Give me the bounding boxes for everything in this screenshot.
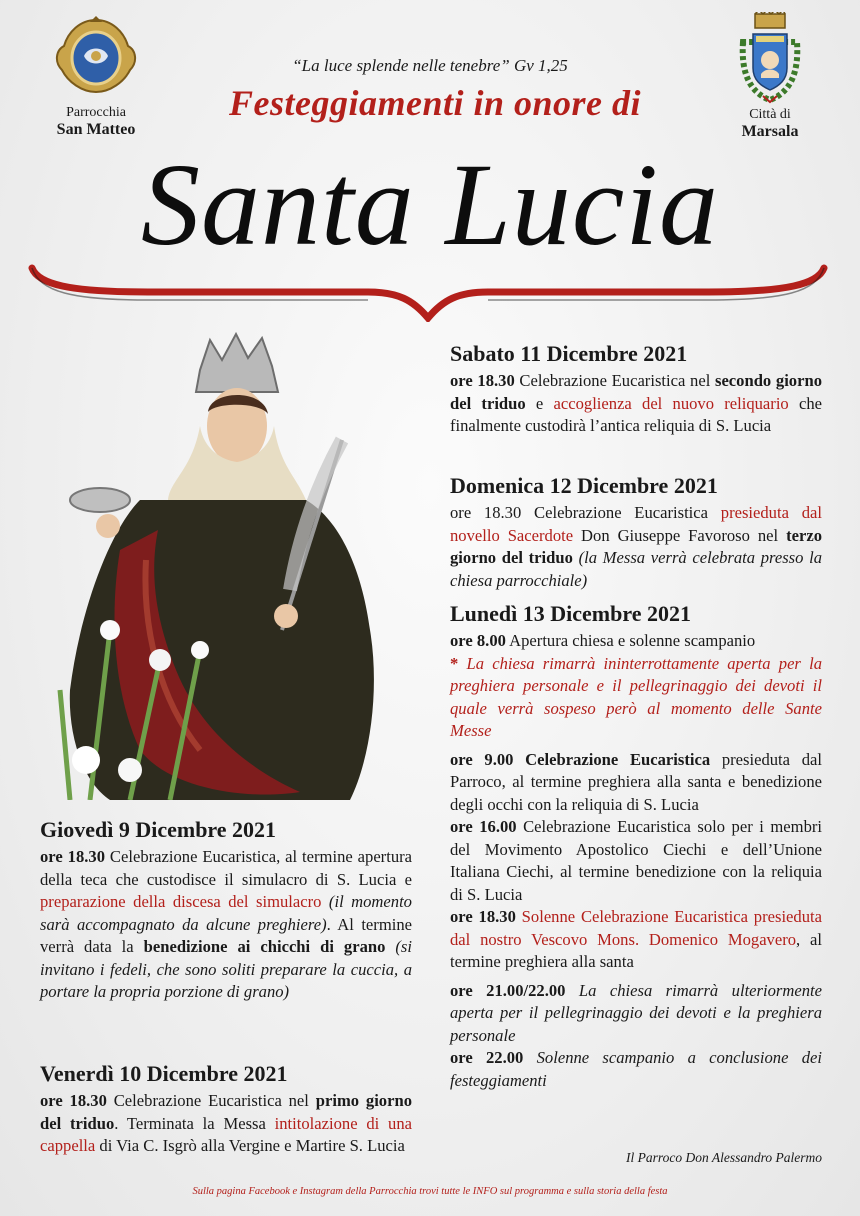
saint-lucia-statue-image <box>50 330 390 800</box>
schedule-saturday <box>450 340 822 438</box>
schedule-friday <box>40 1060 412 1158</box>
text: Celebrazione Eucaristica nel <box>514 371 715 390</box>
time: ore 18.30 <box>450 907 516 926</box>
text: Celebrazione Eucaristica solo per i membri del Movimento Apostolico Ciechi e dell’Unione Italiana Ciechi, al termine benedizione con la reliquia di S. Lucia <box>450 817 823 904</box>
highlight-text: intitolazione di una cappella <box>40 1113 413 1155</box>
subtitle: Festeggiamenti in onore di <box>228 83 642 123</box>
day-heading: Giovedì 9 Dicembre 2021 <box>40 817 277 842</box>
parish-name: San Matteo <box>56 121 136 138</box>
time: ore 22.00 <box>450 1048 524 1067</box>
bold-text: secondo giorno del triduo <box>450 371 822 413</box>
bold-text: primo giorno del triduo <box>40 1091 412 1133</box>
bold-text: benedizione ai chicchi di grano <box>143 937 386 956</box>
text: Don Giuseppe Favoroso nel <box>573 525 787 545</box>
schedule-monday <box>450 600 822 1098</box>
footer-note: Sulla pagina Facebook e Instagram della Parrocchia trovi tutte le INFO sul programma e sulla storia della festa <box>192 1186 668 1197</box>
time: ore 18.30 <box>450 371 515 390</box>
city-name: Marsala <box>741 123 799 140</box>
city-caption <box>712 106 828 140</box>
bold-text: terzo giorno del triduo <box>450 525 822 567</box>
time: ore 18.30 <box>40 1091 107 1110</box>
schedule-thursday <box>40 816 412 1004</box>
text: che finalmente custodirà l’antica reliquia di S. Lucia <box>450 393 822 435</box>
parish-label: Parrocchia <box>66 105 126 120</box>
schedule-sunday <box>450 472 822 592</box>
text: presieduta dal Parroco, al termine preghiera alla santa e benedizione degli occhi con la reliquia di S. Lucia <box>450 749 822 814</box>
time: ore 8.00 <box>450 631 506 650</box>
day-heading: Venerdì 10 Dicembre 2021 <box>40 1061 288 1086</box>
pastor-signature: Il Parroco Don Alessandro Palermo <box>626 1150 822 1165</box>
italic-text: (la Messa verrà celebrata presso la chiesa parrocchiale) <box>450 548 822 590</box>
text: Celebrazione Eucaristica, al termine apertura della teca che custodisce il simulacro di S. Lucia e <box>40 847 413 889</box>
city-crest-icon <box>735 12 805 104</box>
city-label: Città di <box>749 107 791 122</box>
time: ore 18.30 <box>40 847 105 866</box>
parish-crest-icon <box>50 16 142 96</box>
highlight-text: presieduta dal novello Sacerdote <box>450 503 822 545</box>
time: ore 9.00 <box>450 749 514 769</box>
text: . Terminata la Messa <box>114 1113 275 1133</box>
time: ore 18.30 <box>450 503 522 522</box>
time: ore 16.00 <box>450 817 517 836</box>
highlight-text: preparazione della discesa del simulacro <box>40 892 322 911</box>
day-heading: Lunedì 13 Dicembre 2021 <box>450 601 691 626</box>
text: , al termine preghiera alla santa <box>450 929 822 971</box>
time: ore 21.00/22.00 <box>450 980 566 1000</box>
bible-quote: “La luce splende nelle tenebre” Gv 1,25 <box>292 56 568 75</box>
italic-text: Solenne scampanio a conclusione dei festeggiamenti <box>450 1048 822 1090</box>
italic-text: (si invitano i fedeli, che sono soliti preparare la cuccia, a portare la propria porzione di grano) <box>40 937 412 1001</box>
highlight-text: Solenne Celebrazione Eucaristica presieduta dal nostro Vescovo Mons. Domenico Mogavero <box>450 907 822 949</box>
italic-text: La chiesa rimarrà ulteriormente aperta per il pellegrinaggio dei devoti e la preghiera personale <box>450 980 822 1045</box>
parish-caption <box>36 104 156 138</box>
text: Celebrazione Eucaristica <box>521 503 721 522</box>
text: e <box>525 393 554 413</box>
bold-text: Celebrazione Eucaristica <box>513 749 711 769</box>
highlight-text: accoglienza del nuovo reliquario <box>553 393 789 413</box>
day-heading: Sabato 11 Dicembre 2021 <box>450 341 688 366</box>
text: Celebrazione Eucaristica nel <box>106 1091 316 1110</box>
text: di Via C. Isgrò alla Vergine e Martire S. Lucia <box>95 1136 405 1155</box>
day-heading: Domenica 12 Dicembre 2021 <box>450 473 718 498</box>
text: Apertura chiesa e solenne scampanio <box>505 631 756 650</box>
note-text: La chiesa rimarrà ininterrottamente aperta per la preghiera personale e il pellegrinaggio dei devoti il quale verrà sospeso però al momento delle Sante Messe <box>450 653 822 740</box>
text: . Al termine verrà data la <box>40 914 412 956</box>
page-title: Santa Lucia <box>140 139 720 270</box>
italic-text: (il momento sarà accompagnato da alcune preghiere) <box>40 892 412 934</box>
asterisk: * <box>450 653 459 673</box>
title-swash <box>28 262 828 322</box>
